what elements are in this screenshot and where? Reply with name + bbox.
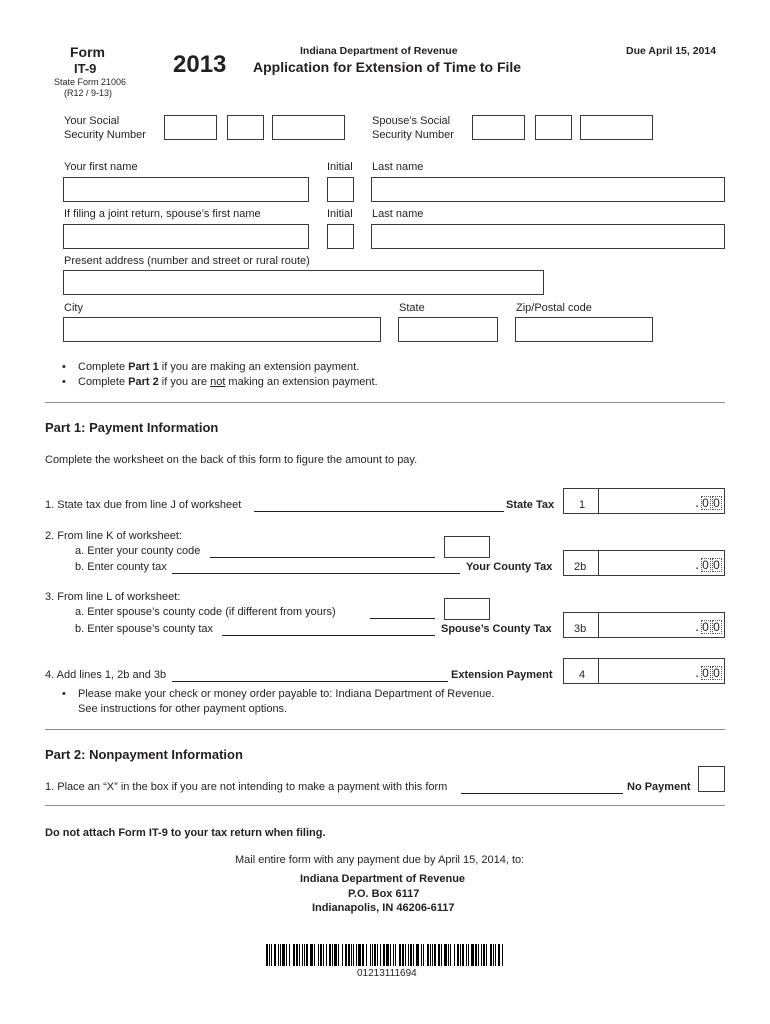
line4-number: 4 [579, 669, 586, 681]
form-label: Form [70, 44, 105, 60]
ssn-field-part2[interactable] [227, 115, 264, 140]
state-label: State [399, 302, 425, 314]
instruction-part2: • Complete Part 2 if you are not making an extension payment. [78, 376, 378, 388]
department-name: Indiana Department of Revenue [300, 45, 458, 57]
line3a-text: a. Enter spouse’s county code (if different from yours) [75, 606, 336, 618]
mail-instruction: Mail entire form with any payment due by April 15, 2014, to: [235, 854, 525, 866]
last-name-label: Last name [372, 161, 424, 173]
address-label: Present address (number and street or rural route) [64, 255, 310, 267]
line4-cents: . 0 0 [695, 664, 721, 680]
line2a-leader [210, 557, 435, 558]
divider [45, 729, 725, 730]
spouse-first-name-label: If filing a joint return, spouse’s first name [64, 208, 261, 220]
city-label: City [64, 302, 83, 314]
line2b-label: Your County Tax [466, 561, 553, 573]
line2b-cents: . 0 0 [695, 556, 721, 572]
part2-line1-text: 1. Place an “X” in the box if you are not intending to make a payment with this form [45, 781, 448, 793]
instruction-part1: • Complete Part 1 if you are making an extension payment. [78, 361, 359, 373]
line3b-cents: . 0 0 [695, 618, 721, 634]
line2b-number: 2b [574, 561, 587, 573]
line2a-text: a. Enter your county code [75, 545, 201, 557]
line2b-amount-field[interactable] [563, 550, 725, 576]
line1-cents: . 0 0 [695, 494, 721, 510]
ssn-label-line2: Security Number [64, 129, 146, 141]
due-date: Due April 15, 2014 [626, 45, 717, 57]
line3b-amount-field[interactable] [563, 612, 725, 638]
line3b-leader [222, 635, 435, 636]
first-name-label: Your first name [64, 161, 138, 173]
part1-heading: Part 1: Payment Information [45, 420, 219, 435]
part1-intro: Complete the worksheet on the back of this form to figure the amount to pay. [45, 454, 418, 466]
spouse-ssn-field-part2[interactable] [535, 115, 572, 140]
last-name-input[interactable] [371, 177, 725, 202]
spouse-last-name-label: Last name [372, 208, 424, 220]
divider [45, 402, 725, 403]
spouse-initial-label: Initial [327, 208, 353, 220]
line3b-label: Spouse’s County Tax [441, 623, 552, 635]
city-input[interactable] [63, 317, 381, 342]
line4-amount-field[interactable] [563, 658, 725, 684]
address-input[interactable] [63, 270, 544, 295]
line4-label: Extension Payment [451, 669, 553, 681]
mailing-address-line1: Indiana Department of Revenue [300, 873, 466, 885]
line3b-number: 3b [574, 623, 587, 635]
attach-warning: Do not attach Form IT-9 to your tax return when filing. [45, 827, 326, 839]
line4-leader [172, 681, 448, 682]
mailing-address-line3: Indianapolis, IN 46206-6117 [312, 902, 455, 914]
spouse-ssn-label: Spouse’s Social [372, 115, 451, 127]
state-input[interactable] [398, 317, 498, 342]
line4-text: 4. Add lines 1, 2b and 3b [45, 669, 167, 681]
mailing-address-line2: P.O. Box 6117 [348, 888, 420, 900]
line1-amount-field[interactable] [563, 488, 725, 514]
payment-note: • Please make your check or money order payable to: Indiana Department of Revenue. [78, 688, 494, 700]
spouse-county-code-input[interactable] [444, 598, 490, 620]
line2b-text: b. Enter county tax [75, 561, 167, 573]
tax-year: 2013 [173, 51, 227, 78]
line1-label: State Tax [506, 499, 555, 511]
zip-label: Zip/Postal code [516, 302, 592, 314]
county-code-input[interactable] [444, 536, 490, 558]
form-revision: (R12 / 9-13) [64, 88, 113, 98]
line1-number: 1 [579, 499, 586, 511]
line3b-text: b. Enter spouse’s county tax [75, 623, 213, 635]
ssn-label: Your Social [64, 115, 120, 127]
no-payment-checkbox[interactable] [698, 766, 725, 792]
line3a-leader [370, 618, 435, 619]
initial-label: Initial [327, 161, 353, 173]
form-title: Application for Extension of Time to File [253, 59, 522, 75]
part2-line1-leader [461, 793, 623, 794]
spouse-last-name-input[interactable] [371, 224, 725, 249]
spouse-ssn-label-line2: Security Number [372, 129, 454, 141]
spouse-ssn-field-part3[interactable] [580, 115, 653, 140]
divider [45, 805, 725, 806]
spouse-first-name-input[interactable] [63, 224, 309, 249]
initial-input[interactable] [327, 177, 354, 202]
ssn-field-part3[interactable] [272, 115, 345, 140]
first-name-input[interactable] [63, 177, 309, 202]
zip-input[interactable] [515, 317, 653, 342]
state-form-number: State Form 21006 [54, 77, 127, 87]
spouse-ssn-field-part1[interactable] [472, 115, 525, 140]
payment-note-line2: See instructions for other payment options. [78, 703, 288, 715]
line1-text: 1. State tax due from line J of worksheet [45, 499, 242, 511]
line2-text: 2. From line K of worksheet: [45, 530, 182, 542]
part2-heading: Part 2: Nonpayment Information [45, 747, 243, 762]
line1-leader [254, 511, 504, 512]
line2b-leader [172, 573, 460, 574]
form-number: IT-9 [74, 61, 97, 76]
ssn-field-part1[interactable] [164, 115, 217, 140]
no-payment-label: No Payment [627, 781, 691, 793]
barcode [266, 944, 506, 966]
line3-text: 3. From line L of worksheet: [45, 591, 181, 603]
barcode-number: 01213111694 [357, 968, 417, 979]
spouse-initial-input[interactable] [327, 224, 354, 249]
